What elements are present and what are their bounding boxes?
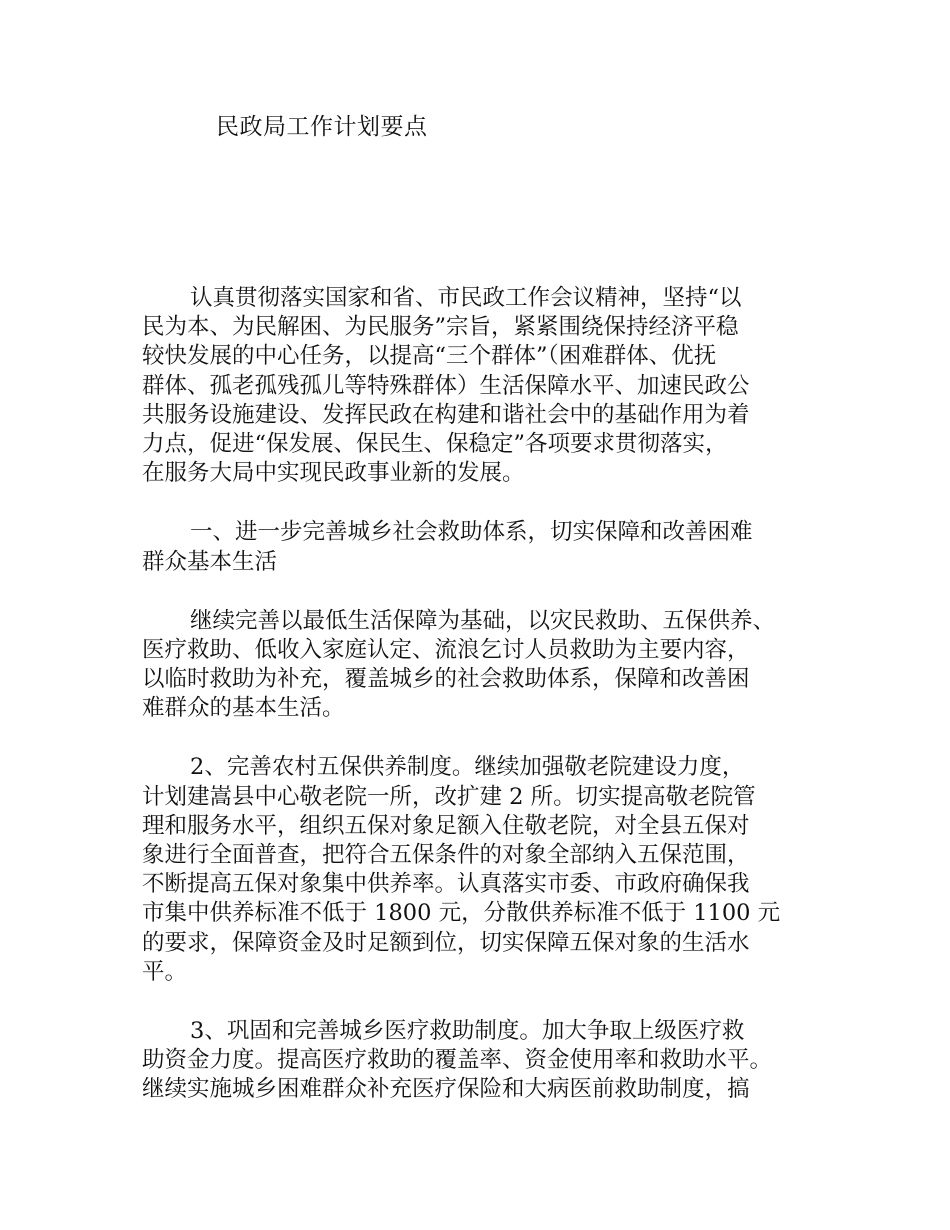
paragraph [142,284,842,488]
paragraph-line: 不断提高五保对象集中供养率。认真落实市委、市政府确保我 [142,871,750,898]
paragraph-line: 理和服务水平，组织五保对象足额入住敬老院，对全县五保对 [142,812,750,839]
paragraph-line: 计划建嵩县中心敬老院一所，改扩建 2 所。切实提高敬老院管 [142,783,756,810]
paragraph-line: 市集中供养标准不低于 1800 元，分散供养标准不低于 1100 元 [142,900,781,927]
paragraph [142,518,842,576]
document-title: 民政局工作计划要点 [216,114,428,140]
paragraph-line: 象进行全面普查，把符合五保条件的对象全部纳入五保范围， [142,842,750,868]
paragraph-line: 难群众的基本生活。 [142,695,345,722]
paragraph-line: 共服务设施建设、发挥民政在构建和谐社会中的基础作用为着 [142,401,750,428]
paragraph-line: 群体、孤老孤残孤儿等特殊群体）生活保障水平、加速民政公 [142,372,750,399]
paragraph-line: 较快发展的中心任务，以提高“三个群体”（困难群体、优抚 [142,343,717,370]
paragraph-line: 在服务大局中实现民政事业新的发展。 [142,460,525,487]
paragraph-line: 继续实施城乡困难群众补充医疗保险和大病医前救助制度，搞 [142,1076,750,1103]
paragraph-line: 助资金力度。提高医疗救助的覆盖率、资金使用率和救助水平。 [142,1047,773,1074]
paragraph [142,607,842,724]
paragraph [142,753,842,987]
paragraph-line: 继续完善以最低生活保障为基础，以灾民救助、五保供养、 [190,607,776,634]
paragraph-line: 认真贯彻落实国家和省、市民政工作会议精神，坚持“以 [190,285,742,311]
paragraph [142,1017,842,1105]
paragraph-line: 医疗救助、低收入家庭认定、流浪乞讨人员救助为主要内容， [142,636,750,663]
paragraph-line: 力点，促进“保发展、保民生、保稳定”各项要求贯彻落实， [142,430,728,457]
paragraph-line: 以临时救助为补充，覆盖城乡的社会救助体系，保障和改善困 [142,666,750,693]
paragraph-line: 3、巩固和完善城乡医疗救助制度。加大争取上级医疗救 [190,1017,745,1044]
paragraph-line: 民为本、为民解困、为民服务”宗旨，紧紧围绕保持经济平稳 [142,314,739,341]
paragraph-line: 群众基本生活 [142,548,278,575]
paragraph-line: 一、进一步完善城乡社会救助体系，切实保障和改善困难 [190,519,753,546]
paragraph-line: 2、完善农村五保供养制度。继续加强敬老院建设力度， [190,754,745,781]
paragraph-line: 平。 [142,958,188,985]
document-body [142,284,842,1135]
paragraph-line: 的要求，保障资金及时足额到位，切实保障五保对象的生活水 [142,929,750,956]
